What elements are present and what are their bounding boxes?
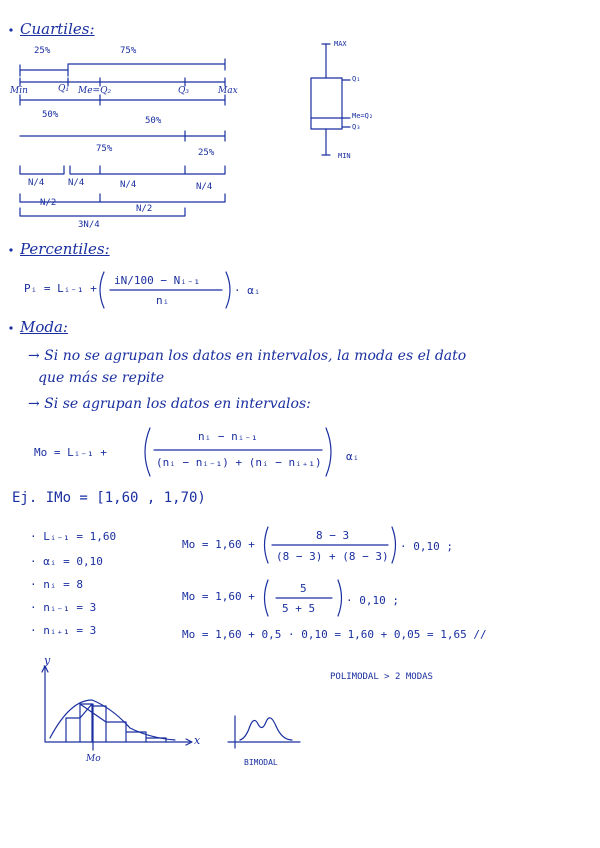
label-q3: Q₃: [178, 86, 189, 96]
bracket-75: [68, 59, 225, 70]
label-3n4: 3N/4: [78, 220, 100, 230]
example-li: · Lᵢ₋₁ = 1,60: [30, 530, 117, 543]
paren-right: [226, 272, 230, 308]
percentiles-formula-tail: · αᵢ: [234, 284, 261, 297]
label-low-25: 25%: [198, 148, 215, 158]
moda-line-1: → Si no se agrupan los datos en intervalos, la moda es el dato: [28, 348, 467, 364]
boxplot-label-min: MIN: [338, 152, 351, 160]
boxplot-box: [311, 78, 342, 129]
bracket-3n4: [20, 208, 185, 216]
label-mid-50-left: 50%: [42, 110, 59, 120]
label-n4-4: N/4: [196, 182, 213, 192]
example-step1-lhs: Mo = 1,60 +: [182, 538, 255, 551]
histogram-sketch: [42, 666, 192, 750]
label-n4-2: N/4: [68, 178, 85, 188]
moda-formula-denominator: (nᵢ − nᵢ₋₁) + (nᵢ − nᵢ₊₁): [156, 456, 322, 469]
boxplot-label-me-q2: Me=Q₂: [352, 112, 374, 120]
bimodal-label: BIMODAL: [244, 758, 278, 767]
bimodal-sketch: [228, 716, 300, 748]
mode-label: Mo: [86, 754, 101, 764]
boxplot-label-q3: Q₃: [352, 123, 361, 131]
bullet-dot: [9, 28, 12, 31]
moda-formula-tail: αᵢ: [346, 450, 360, 463]
boxplot: [311, 44, 350, 155]
boxplot-whisker-top: [322, 44, 330, 78]
label-me-q2: Me=Q₂: [78, 86, 112, 96]
axis-arrows: [42, 666, 192, 745]
example-step2-lhs: Mo = 1,60 +: [182, 590, 255, 603]
moda-line-1b: que más se repite: [38, 370, 165, 386]
paren-left: [100, 272, 104, 308]
label-max: Max: [218, 86, 238, 96]
label-n2-left: N/2: [40, 198, 57, 208]
axes: [45, 668, 190, 742]
boxplot-leaders: [342, 80, 350, 127]
example-step2-numerator: 5: [300, 582, 307, 595]
label-n4-1: N/4: [28, 178, 45, 188]
axis-y-label: y: [44, 654, 51, 667]
example-step3: Mo = 1,60 + 0,5 · 0,10 = 1,60 + 0,05 = 1,65 //: [182, 628, 487, 641]
moda-line-2: → Si se agrupan los datos en intervalos:: [28, 396, 311, 412]
bracket-75-low: [20, 131, 185, 141]
polimodal-label: POLIMODAL > 2 MODAS: [330, 672, 433, 682]
bimodal-curve: [240, 718, 292, 740]
paren-left: [265, 580, 269, 616]
percentiles-heading: Percentiles:: [20, 240, 110, 258]
moda-heading: Moda:: [20, 318, 68, 336]
example-step1-numerator: 8 − 3: [316, 529, 350, 542]
cuartiles-heading: Cuartiles:: [20, 20, 95, 38]
boxplot-whisker-bottom: [322, 129, 330, 155]
example-ni-prev: · nᵢ₋₁ = 3: [30, 601, 97, 614]
moda-formula-lhs: Mo = Lᵢ₋₁ +: [34, 446, 107, 459]
example-step2-tail: · 0,10 ;: [346, 594, 399, 607]
label-q1: Q₁: [58, 84, 69, 94]
example-step1-denominator: (8 − 3) + (8 − 3): [276, 550, 389, 563]
boxplot-label-q1: Q₁: [352, 75, 361, 83]
bracket-25: [20, 65, 68, 76]
bullet-dot: [9, 326, 12, 329]
example-ni-next: · nᵢ₊₁ = 3: [30, 624, 97, 637]
example-step2-denominator: 5 + 5: [282, 602, 316, 615]
paren-right: [326, 428, 331, 476]
density-curve: [50, 700, 175, 740]
bracket-50-left: [20, 95, 100, 105]
paren-right: [338, 580, 342, 616]
example-step1-tail: · 0,10 ;: [400, 540, 453, 553]
quartile-brackets: [20, 59, 225, 216]
percentiles-formula-numerator: iN/100 − Nᵢ₋₁: [114, 274, 201, 287]
axes: [228, 716, 300, 748]
moda-formula-numerator: nᵢ − nᵢ₋₁: [198, 430, 258, 443]
paren-right: [392, 527, 396, 563]
label-n4-3: N/4: [120, 180, 137, 190]
boxplot-label-max: MAX: [334, 40, 347, 48]
label-mid-50-right: 50%: [145, 116, 162, 126]
label-low-75: 75%: [96, 144, 113, 154]
axis-x-label: x: [194, 734, 201, 747]
paren-left: [145, 428, 150, 476]
label-top-75: 75%: [120, 46, 137, 56]
paren-left: [265, 527, 269, 563]
percentiles-formula-denominator: nᵢ: [156, 294, 170, 307]
example-ai: · αᵢ = 0,10: [30, 555, 103, 568]
label-min: Min: [10, 86, 28, 96]
bullet-dot: [9, 248, 12, 251]
bracket-25-low: [185, 131, 225, 141]
label-n2-right: N/2: [136, 204, 153, 214]
example-ni: · nᵢ = 8: [30, 578, 83, 591]
label-top-25: 25%: [34, 46, 51, 56]
bracket-50-right: [100, 95, 225, 105]
bracket-n4: [20, 166, 225, 174]
example-title: Ej. IMo = [1,60 , 1,70): [12, 490, 206, 506]
percentiles-formula-lhs: Pᵢ = Lᵢ₋₁ +: [24, 282, 97, 295]
